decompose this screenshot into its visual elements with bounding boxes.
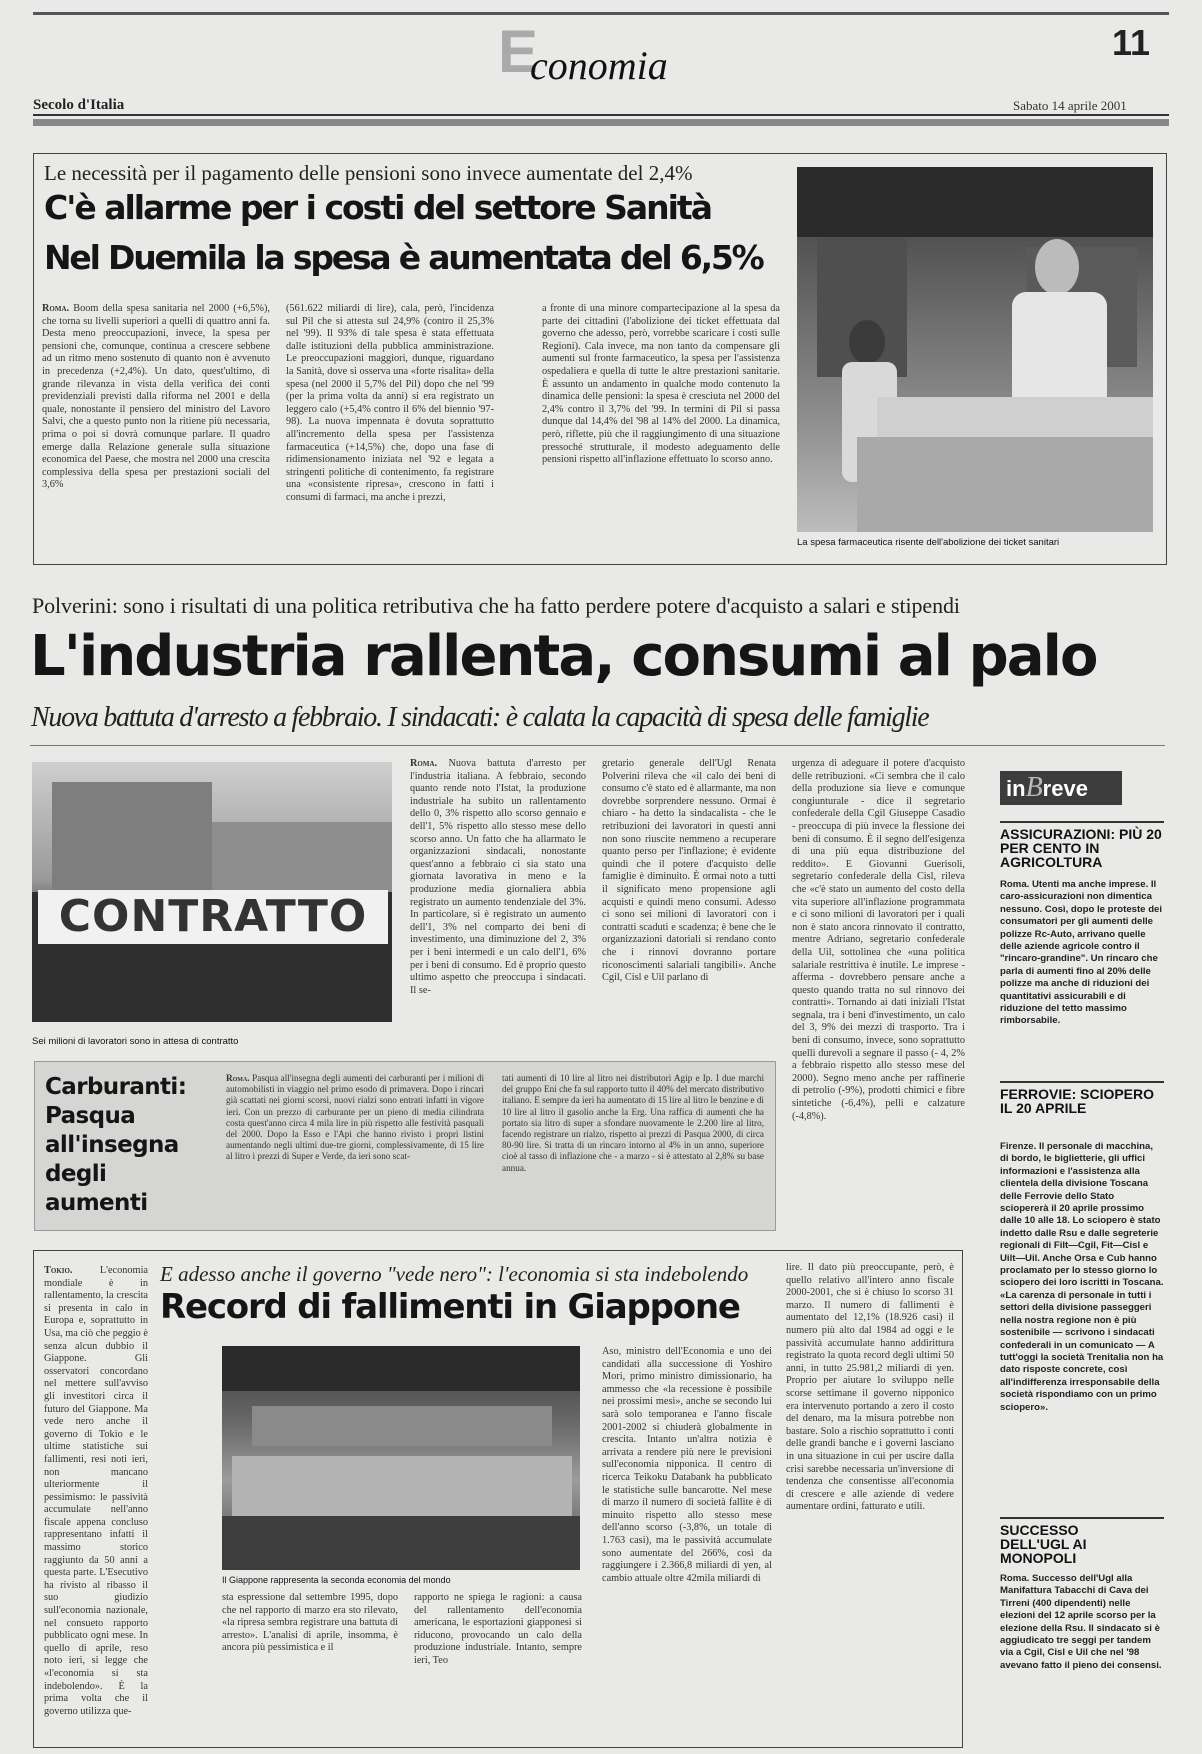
breve-item-1-body: Utenti ma anche imprese. Il caro-assicurazioni non dimentica nessuno. Così, dopo le proteste dei consumatori per gli aumenti delle polizze Rc-Auto, arrivano quelle delle aziende agricole contro il "rincaro-grandine". Un rincaro che parla di aumenti fino al 20% delle polizze ma anche di riduzioni dei quantitativi assicurabili e di riduzione del tetto massimo rimborsabile. [1000,879,1163,1027]
article-giappone-kicker: E adesso anche il governo "vede nero": l'economia si sta indebolendo [160,1262,749,1286]
article-industria-kicker: Polverini: sono i risultati di una politica retributiva che ha fatto perdere potere d'acquisto a salari e stipendi [32,593,960,618]
top-rule [33,12,1169,15]
breve-rule-1 [1000,821,1164,823]
breve-rule-2 [1000,1081,1164,1083]
article-industria-col-2 [602,758,776,1036]
protest-photo [32,762,392,1022]
article-giappone-text-5: lire. Il dato più preoccupante, però, è quello relativo all'intero anno fiscale 2000-2001, che si è chiuso lo scorso 31 marzo. Il numero di fallimenti è aumentato del 12,1% (18.926 casi) il numero più alto dal 1984 ad oggi e le passività accumulate hanno addirittura registrato la quota record degli ultimi 50 anni, in tutto 25.981,2 miliardi di yen. Proprio per aiutare lo sviluppo nelle scorse settimane il governo nipponico era intervenuto portando a zero il costo del denaro, ma la misura potrebbe non bastare. Solo a rischio soprattutto i conti delle grandi banche e i governi lasciano in una situazione in cui per uscire dalla crisi sarebbe necessaria un'inversione di tendenza che consentisse all'economia di crescere e alle aziende di vedere aumentare ordini, fatturato e utili. [786,1262,954,1513]
dateline: Roma. [226,1073,250,1083]
breve-item-2-text [1000,1141,1164,1541]
pharmacy-photo [797,167,1153,532]
article-sanita-text-1: Boom della spesa sanitaria nel 2000 (+6,5%), che torna su livelli superiori a quelli di quattro anni fa. Desta meno preoccupazioni, invece, la spesa per pensioni che, comunque, continua a crescere sebbene ad un ritmo meno sostenuto di quanto non è avvenuto in precedenza (+2,4%). Un dato, quest'ultimo, di grande rilevanza in vista della verifica dei conti previdenziali previsti dalla riforma nel 2001 e della quale, nonostante il pensiero del ministro del Lavoro Salvi, che a questo punto non la ritiene più necessaria, prima o poi si dovrà comunque parlare. Il quadro emerge dalla Relazione generale sulla situazione economica del Paese, che mostra nel 2000 una crescita complessiva della spesa per prestazioni sociali del 3,6% [42,303,270,491]
dateline: Roma. [1000,1573,1030,1584]
dateline: Roma. [410,758,438,769]
article-industria-col-1 [410,758,586,1036]
breve-logo-in: in [1006,776,1026,801]
article-giappone-col-4 [602,1346,772,1742]
breve-logo-rest: reve [1042,776,1088,801]
article-industria-subhead: Nuova battuta d'arresto a febbraio. I sindacati: è calata la capacità di spesa delle famiglie [31,702,929,733]
carburanti-col-1 [226,1073,484,1221]
dateline: Roma. [42,303,70,314]
breve-item-1-headline: ASSICURAZIONI: PIÙ 20 PER CENTO IN AGRICOLTURA [1000,826,1162,870]
breve-item-2-body: Il personale di macchina, di bordo, le biglietterie, gli uffici informazioni e l'assistenza alla clientela della divisione Toscana delle Ferrovie dello Stato sciopererà il 20 aprile prossimo dalle 10 alle 18. Lo sciopero è stato indetto dalle Rsu e dalle segreterie regionali di Filt—Cgil, Fit—Cisl e Uilt—Uil. Anche Orsa e Cub hanno proclamato per lo stesso giorno lo sciopero dei loro iscritti in Toscana. «La carenza di personale in tutti i settori della divisione passeggeri nella nostra regione non è più sostenibile — scrivono i sindacati confederali in un comunicato — A tutt'oggi la società Trenitalia non ha dato risposte concrete, così all'indifferenza irresponsabile della società rispondiamo con un primo sciopero». [1000,1141,1164,1413]
article-giappone-col-5 [786,1262,954,1742]
factory-photo-caption: Il Giappone rappresenta la seconda economia del mondo [222,1575,451,1585]
article-industria-headline: L'industria rallenta, consumi al palo [30,624,1097,689]
article-industria-text-3: urgenza di adeguare il potere d'acquisto delle retribuzioni. «Ci sembra che il calo della produzione sia lieve e comunque congiunturale - dice il segretario confederale della Cgil Giuseppe Casadio - preoccupa di più invece la flessione dei beni di consumo. È il segno dell'esigenza di una più equa distribuzione del reddito». E Giovanni Guerisoli, segretario confederale della Cisl, rileva che «c'è stato un aumento del costo della vita superiore all'inflazione programmata e ci sono milioni di lavoratori per i quali non è stato ancora rinnovato il contratto, mentre Adriano, segretario confederale della Uil, sottolinea che «una politica salariale restrittiva è inutile. Le imprese - afferma - dovrebbero pensare anche a questo quando tratta no sul rinnovo dei contratti». Tornando ai dati iniziali l'Istat segnala, tra i beni d'investimento, un calo del 3, 9% dei mezzi di trasporto. Tra i beni di consumo, invece, sono soprattutto quelli durevoli a segnare il passo (- 4, 2% a febbraio rispetto allo stesso mese del 2000). Segno meno anche per raffinerie di petrolio (-9%), prodotti chimici e fibre sintetiche (-6,4%), pelli e calzature (-4,8%). [792,758,965,1122]
carburanti-headline: Carburanti: Pasqua all'insegna degli aumenti [45,1074,187,1216]
breve-item-3-headline: SUCCESSO DELL'UGL AI MONOPOLI [1000,1522,1087,1566]
pharmacy-photo-caption: La spesa farmaceutica risente dell'abolizione dei ticket sanitari [797,537,1060,548]
article-sanita-col-3 [542,303,780,556]
dateline: Tokio. [44,1265,73,1276]
article-giappone-col-2 [222,1592,398,1742]
breve-logo [1000,771,1122,805]
breve-item-1-text [1000,879,1164,1069]
pharmacy-photo-shapes [797,167,1153,532]
breve-logo-b: B [1025,772,1043,803]
dateline: Firenze. [1000,1141,1037,1152]
article-sanita-headline-1: C'è allarme per i costi del settore Sanità [44,188,711,227]
page-number: 11 [1112,22,1151,63]
article-giappone-col-1 [44,1265,148,1740]
article-sanita-kicker: Le necessità per il pagamento delle pensioni sono invece aumentate del 2,4% [44,161,693,185]
breve-rule-3 [1000,1517,1164,1519]
carburanti-text-1: Pasqua all'insegna degli aumenti dei carburanti per i milioni di automobilisti in viaggio nel primo esodo di primavera. Dopo i rincari già scattati nei giorni scorsi, nuovi rialzi sono entrati infatti in vigore ieri. Con un prezzo di carburante per un pieno di media cilindrata costa quest'anno circa 4 mila lire in più rispetto alle festività pasquali del 2000. Dopo la Esso e l'Api che hanno rivisto i propri listini aumentando negli ultimi due-tre giorni, complessivamente, di 15 lire al litro i prezzi di Super e Verde, da ieri sono scat- [226,1073,484,1162]
article-sanita-col-1 [42,303,270,556]
masthead-rule-thick [33,119,1169,126]
breve-item-3-body: Successo dell'Ugl alla Manifattura Tabacchi di Cava dei Tirreni (400 dipendenti) nelle elezioni del 12 aprile scorso per la elezione della Rsu. Il sindacato si è aggiudicato tre seggi per tandem via a Cgil, Cisl e Uil che nel '98 avevano fatto il pieno dei consensi. [1000,1573,1162,1671]
article-giappone-headline: Record di fallimenti in Giappone [160,1287,740,1327]
article-giappone-text-1: L'economia mondiale è in rallentamento, la crescita si presenta in calo in Europa e, soprattutto in Usa, ma ciò che peggio è senza alcun dubbio il Giappone. Gli osservatori concordano nel mettere sull'avviso gli investitori circa il futuro del Giappone. Ma vede nero anche il governo di Tokio e le ultime statistiche sui fallimenti, resi noti ieri, non mancano ulteriormente il pessimismo: le passività accumulate nell'anno fiscale appena concluso rappresentano infatti il massimo storico raggiunto da 50 anni a questa parte. L'Esecutivo ha rivisto al ribasso il suo giudizio sull'economia nazionale, nel consueto rapporto pubblicato ogni mese. In quello di aprile, reso noto ieri, si legge che «l'economia si sta indebolendo». È la prima volta che il governo utilizza que- [44,1265,148,1717]
article-sanita-text-2: (561.622 miliardi di lire), cala, però, l'incidenza sul Pil che si attesta sul 24,9% (contro il 25,3% nel '99). Il 93% di tale spesa è stata effettuata dalle istituzioni della pubblica amministrazione. Le preoccupazioni maggiori, dunque, riguardano la Sanità, dove si osserva una «forte risalita» della spesa (nel 2000 il 5,7% del Pil) dopo che nel '99 (per la prima volta da anni) si era registrato un leggero calo (+5,4% contro il 6% del biennio '97-98). La nuova impennata è dovuta soprattutto all'incremento della spesa per l'assistenza farmaceutica (+14,5%) che, dopo una fase di ridimensionamento iniziata nel '92 e legata a stringenti politiche di contenimento, fa registrare una «consistente ripresa», crescono in fatti i consumi di farmaci, ma anche i prezzi, [286,303,494,503]
dateline: Roma. [1000,879,1030,890]
article-sanita-text-3: a fronte di una minore compartecipazione al la spesa da parte dei cittadini (l'abolizione dei ticket effettuata dal governo che adesso, però, vorrebbe scaricare i costi sulle Regioni). Cala invece, ma non tanto da compensare gli aumenti sul fronte farmaceutico, la spesa per l'assistenza ospedaliera e quella di tutte le altre prestazioni sanitarie. È assunto un andamento in qualche modo contenuto la dinamica delle pensioni: la spesa è cresciuta nel 2000 del 2,4% contro il 3,7% del '99. In termini di Pil si passa dunque dal 14,4% del '98 al 14% del 2000. La dinamica, però, riflette, più che il raggiungimento di una situazione pressoché strutturale, il modesto adeguamento delle pensioni rispetto all'inflazione effettuato lo scorso anno. [542,303,780,466]
breve-sidebar [984,757,1164,1749]
breve-item-2-headline: FERROVIE: SCIOPERO IL 20 APRILE [1000,1086,1155,1116]
article-industria-col-3 [792,758,965,1228]
issue-date: Sabato 14 aprile 2001 [1013,98,1127,113]
paper-name: Secolo d'Italia [33,97,125,113]
article-industria-text-1: Nuova battuta d'arresto per l'industria italiana. A febbraio, secondo quanto rende noto l'Istat, la produzione industriale ha subito un rallentamento dello 0, 3% rispetto allo scorso gennaio e dell'1, 5% rispetto allo stesso mese dello scorso anno. Un fatto che ha allarmato le organizzazioni sindacali, nonostante quest'anno a febbraio ci sia stato una giornata lavorativa in meno e la produzione media giornaliera abbia registrato un aumento tendenziale del 3%. In particolare, si è registrato un aumento dell'1, 3% nel comparto dei beni di investimento, una diminuzione del 2, 3% per i beni intermedi e un calo dell'1, 6% per i beni di consumo. Ed è proprio questo ultimo aspetto che preoccupa i sindacati. Il se- [410,758,586,996]
carburanti-text-2: tati aumenti di 10 lire al litro nei distributori Agip e Ip. I due marchi del gruppo Eni che fa sul rapporto tutto il 40% del mercato distributivo italiano. E sempre da ieri ha aumentato di 15 lire al litro le benzine e di 10 lire al litro il gasolio anche la Erg. Una raffica di aumenti che ha portato sia litro di super a sfondare nuovamente le 2.200 lire al litro, facendo registrare un rialzo, rispetto ai prezzi di Pasqua 2000, di circa 80-90 lire. Si tratta di un rincaro intorno al 4% in un anno, superiore cioè al tasso di inflazione che - a marzo - si è attestato al 2,8% su base annua. [502,1073,764,1173]
article-giappone-col-3 [414,1592,582,1742]
article-giappone-text-2: sta espressione dal settembre 1995, dopo che nel rapporto di marzo era sto rilevato, «la ripresa sembra registrare una battuta di arresto». L'analisi di aprile, insomma, è ancora più pessimistica e il [222,1592,398,1654]
breve-item-3-text [1000,1573,1164,1703]
article-industria-text-2: gretario generale dell'Ugl Renata Polverini rileva che «il calo dei beni di consumo c'è stato ed è allarmante, ma non dovrebbe sorprendere nessuno. Ormai è chiaro - ha detto la sindacalista - che le retribuzioni dei lavoratori in questi anni non sono riuscite nemmeno a recuperare quanto perso per l'inflazione; è evidente quindi che il potere d'acquisto delle famiglie è diminuito. È ormai noto a tutti il significato meno propensione agli acquisti e quindi meno consumi. Adesso ci sono sei milioni di lavoratori con i contratti scaduti e scadenza; è bene che le organizzazioni datoriali si rendano conto che i rinnovi dovranno portare riconoscimenti salariali tangibili». Anche Cgil, Cisl e Uil parlano di [602,758,776,984]
section-initial: E [498,18,539,85]
factory-photo-shapes [222,1346,580,1570]
article-sanita-col-2 [286,303,494,556]
factory-photo [222,1346,580,1570]
masthead-rule [33,114,1169,116]
carburanti-col-2 [502,1073,764,1221]
article-sanita-headline-2: Nel Duemila la spesa è aumentata del 6,5% [44,238,763,277]
protest-photo-caption: Sei milioni di lavoratori sono in attesa di contratto [32,1036,239,1047]
article-industria-rule [30,745,1165,746]
article-giappone-text-4: Aso, ministro dell'Economia e uno dei candidati alla successione di Yoshiro Mori, primo ministro dimissionario, ha ammesso che «la recessione è possibile nei prossimi mesi», anche se secondo lui sarà solo temporanea e l'anno fiscale 2001-2002 si chiuderà globalmente in crescita. Intanto un'altra notizia è arrivata a rendere più nere le previsioni sull'economia nipponica. Il centro di ricerca Teikoku Databank ha pubblicato le statistiche sulle bancarotte. Nel mese di marzo il numero di società fallite è di minuito rispetto allo stesso mese dell'anno scorso (-3,8%, un totale di 1.763 casi), ma le passività accumulate sono aumentate del 266%, così da raggiungere i 2.366,8 miliardi di yen, al cambio attuale oltre 42mila miliardi di [602,1346,772,1584]
protest-banner: CONTRATTO [38,890,388,944]
section-rest: conomia [530,43,668,88]
article-giappone-text-3: rapporto ne spiega le ragioni: a causa del rallentamento dell'economia americana, le esportazioni giapponesi si riducono, provocando un calo della produzione industriale. Intanto, sempre ieri, Teo [414,1592,582,1666]
section-title [498,18,668,88]
